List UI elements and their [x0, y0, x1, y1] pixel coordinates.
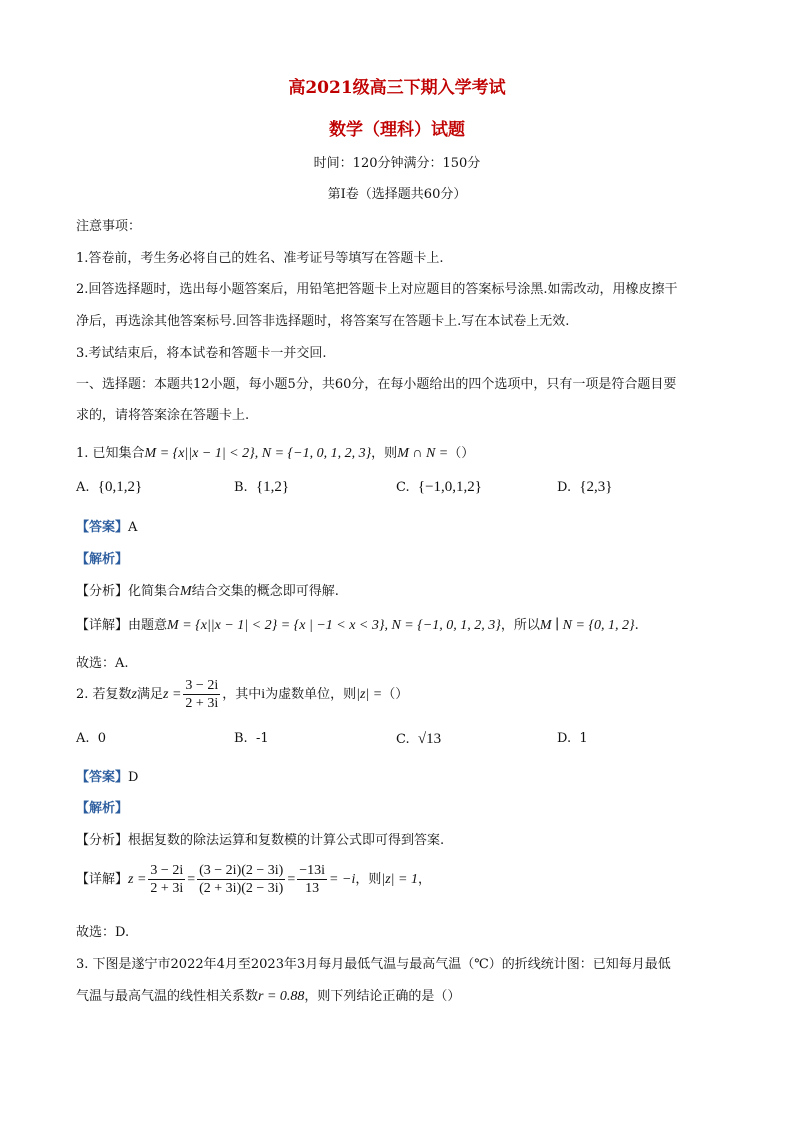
question-2-stem	[76, 677, 408, 712]
section-heading-line-1: 一、选择题：本题共12小题，每小题5分，共60分，在每小题给出的四个选项中，只有一项是符合题目要	[76, 377, 677, 392]
q1-option-b-label: B.	[234, 480, 248, 495]
q2-option-a-value: 0	[97, 731, 107, 746]
q1-set-m: M = {x||x − 1| < 2}	[144, 446, 255, 461]
note-item-3: 3.考试结束后，将本试卷和答题卡一并交回.	[76, 346, 327, 361]
q1-then: ，则	[371, 446, 398, 461]
q2-x-den-2: (2 + 3i)(2 − 3i)	[199, 881, 284, 896]
q2-answer-tag: 【答案】	[76, 770, 129, 785]
note-item-2-line-1: 2.回答选择题时，选出每小题答案后，用铅笔把答题卡上对应题目的答案标号涂黑.如需改动，用橡皮擦干	[76, 282, 678, 297]
q1-xiangjie-tag: 【详解】	[76, 618, 129, 633]
q2-fenxi-line	[76, 829, 444, 848]
section-heading-line-2: 求的，请将答案涂在答题卡上.	[76, 408, 250, 423]
q2-x-lhs: z =	[128, 872, 147, 887]
q2-analysis-tag: 【解析】	[76, 801, 129, 816]
q1-xiangjie-end: .	[634, 618, 639, 633]
q1-option-d	[557, 479, 613, 496]
note-item-1: 1.答卷前，考生务必将自己的姓名、准考证号等填写在答题卡上.	[76, 251, 444, 266]
q2-option-d	[557, 731, 588, 746]
q2-option-c-value: √13	[417, 731, 442, 747]
q1-answer-tag: 【答案】	[76, 520, 129, 535]
q1-fenxi-line	[76, 580, 339, 600]
q1-fenxi-var: M	[180, 584, 192, 599]
q1-option-a	[76, 479, 142, 496]
q1-analysis-tag: 【解析】	[76, 552, 129, 567]
q2-option-c-label: C.	[396, 732, 410, 747]
q2-xiangjie-tag: 【详解】	[76, 872, 129, 887]
q1-paren: （）	[448, 446, 475, 461]
question-3-line-2	[76, 985, 460, 1005]
q1-option-d-value: {2,3}	[579, 479, 613, 495]
q1-option-b-value: {1,2}	[255, 479, 290, 495]
q1-option-c	[396, 479, 482, 496]
q2-answer-line	[76, 766, 138, 785]
q2-x-den-1: 2 + 3i	[150, 881, 184, 896]
q2-fenxi-text: 根据复数的除法运算和复数模的计算公式即可得到答案.	[128, 833, 445, 848]
q1-xiangjie-text-a: 由题意	[128, 618, 168, 633]
q3-line-2-text-b: ，则下列结论正确的是（）	[304, 989, 461, 1004]
q1-xiangjie-math: M = {x||x − 1| < 2} = {x | −1 < x < 3}, N = {−1, 0, 1, 2, 3}	[167, 618, 501, 633]
q1-analysis-line	[76, 548, 128, 567]
q2-x-num-2: (3 − 2i)(2 − 3i)	[199, 863, 284, 878]
q2-numerator: 3 − 2i	[185, 678, 219, 693]
q1-set-n: , N = {−1, 0, 1, 2, 3}	[254, 446, 372, 461]
question-3-line-1: 3. 下图是遂宁市2022年4月至2023年3月每月最低气温与最高气温（℃）的折线统计图：已知每月最低	[76, 957, 671, 972]
volume-label: 第Ⅰ卷（选择题共60分）	[327, 187, 467, 202]
question-1-stem	[76, 442, 474, 462]
q2-option-d-label: D.	[557, 731, 572, 746]
q2-choice: 故选：D.	[76, 925, 130, 940]
q1-fenxi-text-b: 结合交集的概念即可得解.	[191, 584, 339, 599]
q2-option-c	[396, 731, 441, 748]
q2-fenxi-tag: 【分析】	[76, 833, 129, 848]
q1-expression: M ∩ N =	[397, 446, 449, 461]
q2-x-end: ，	[417, 872, 431, 887]
q2-x-frac-2	[197, 862, 285, 897]
q2-prefix: 2. 若复数	[76, 687, 132, 702]
q2-option-a-label: A.	[76, 731, 90, 746]
q1-option-d-label: D.	[557, 480, 572, 495]
q2-var: z	[131, 687, 137, 702]
q1-option-a-value: {0,1,2}	[97, 479, 143, 495]
notes-heading: 注意事项：	[76, 219, 142, 234]
q2-abs: |z| =	[356, 687, 383, 702]
q2-x-frac-1	[148, 862, 185, 897]
q1-option-c-value: {−1,0,1,2}	[417, 479, 482, 495]
exam-title: 高2021级高三下期入学考试	[288, 78, 506, 98]
q2-x-abs: |z| = 1	[381, 872, 418, 887]
q2-option-b	[234, 731, 269, 746]
q2-fraction	[183, 677, 220, 712]
q2-xiangjie-line	[76, 862, 431, 897]
q2-option-d-value: 1	[579, 731, 588, 746]
q2-analysis-line	[76, 797, 128, 816]
q2-lhs: z =	[163, 687, 182, 702]
q1-answer-line	[76, 516, 137, 535]
q3-r-value: r = 0.88	[258, 989, 305, 1004]
q2-x-eq-2: =	[287, 872, 296, 887]
exam-subtitle: 数学（理科）试题	[329, 120, 465, 140]
q2-mid: 满足	[137, 687, 164, 702]
q2-paren: （）	[382, 687, 409, 702]
q2-suffix-a: ，其中	[222, 687, 262, 702]
q1-option-c-label: C.	[396, 480, 410, 495]
q2-option-b-value: -1	[255, 731, 269, 746]
q2-x-num-3: −13i	[299, 863, 326, 878]
q1-xiangjie-math-2: M ∣ N = {0, 1, 2}	[539, 618, 635, 633]
q2-x-then: ，则	[355, 872, 382, 887]
q2-option-a	[76, 731, 106, 746]
q2-denominator: 2 + 3i	[185, 696, 219, 711]
q2-x-eq-1: =	[187, 872, 196, 887]
q1-fenxi-tag: 【分析】	[76, 584, 129, 599]
q2-option-b-label: B.	[234, 731, 248, 746]
q2-x-frac-3	[297, 862, 327, 897]
note-item-2-line-2: 净后，再选涂其他答案标号.回答非选择题时，将答案写在答题卡上.写在本试卷上无效.	[76, 314, 570, 329]
q1-xiangjie-line	[76, 614, 639, 634]
q2-x-tail: = −i	[329, 872, 356, 887]
q1-answer: A	[128, 520, 138, 535]
q1-xiangjie-text-b: ，所以	[500, 618, 540, 633]
q1-option-a-label: A.	[76, 480, 90, 495]
time-info: 时间：120分钟满分：150分	[313, 156, 481, 171]
q1-choice: 故选：A.	[76, 656, 129, 671]
q3-line-2-text-a: 气温与最高气温的线性相关系数	[76, 989, 259, 1004]
q1-fenxi-text-a: 化简集合	[128, 584, 181, 599]
q2-i: i	[261, 687, 266, 702]
q2-x-num-1: 3 − 2i	[150, 863, 184, 878]
q1-prefix: 1. 已知集合	[76, 446, 145, 461]
q2-answer: D	[128, 770, 139, 785]
q2-suffix-b: 为虚数单位，则	[265, 687, 357, 702]
q1-option-b	[234, 479, 289, 496]
q2-x-den-3: 13	[305, 881, 320, 896]
